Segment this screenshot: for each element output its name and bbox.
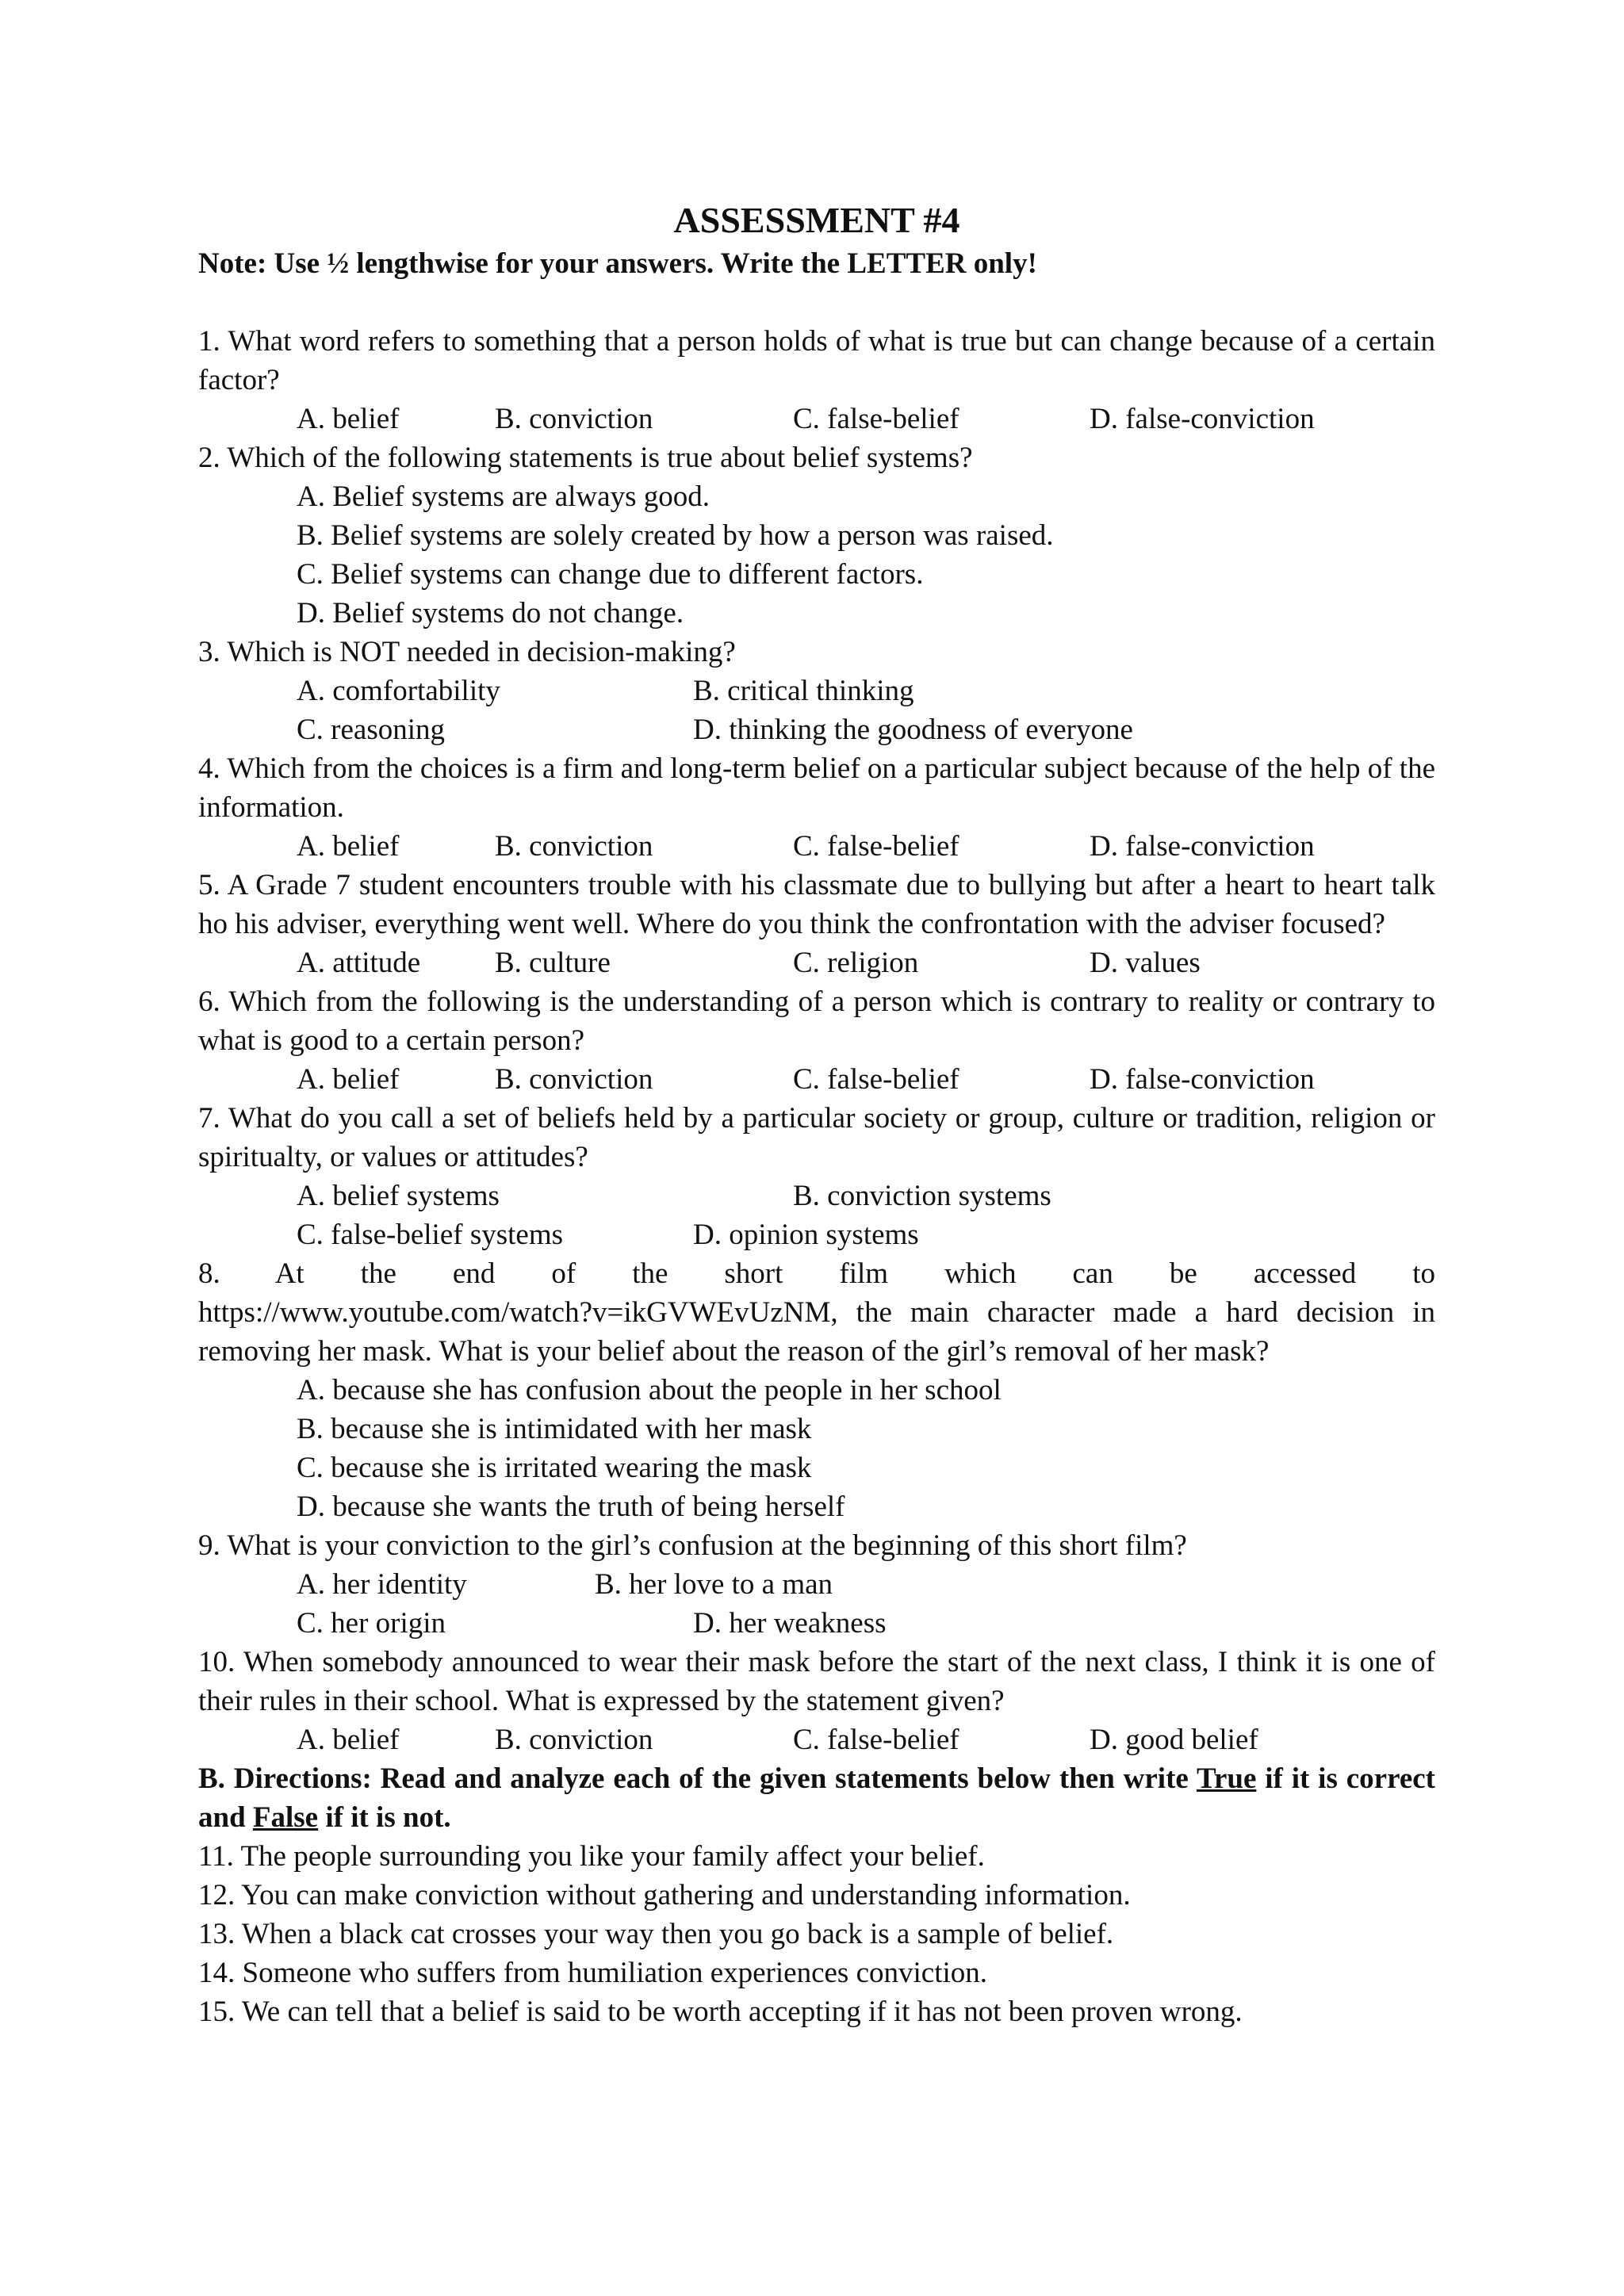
choice-b: B. conviction — [495, 830, 653, 863]
choice-d: D. opinion systems — [693, 1219, 919, 1251]
choice-d: D. false-conviction — [1090, 403, 1315, 435]
choice-c: C. because she is irritated wearing the mask — [297, 1452, 812, 1484]
choices-4 — [198, 827, 1435, 866]
choice-d: D. Belief systems do not change. — [297, 597, 684, 629]
directions-text: if it is correct and — [198, 1762, 1435, 1834]
statement-13: 13. When a black cat crosses your way then you go back is a sample of belief. — [198, 1918, 1114, 1950]
choice-a: A. belief — [297, 830, 400, 863]
question-3: 3. Which is NOT needed in decision-making? — [198, 636, 736, 668]
statement-11: 11. The people surrounding you like your family affect your belief. — [198, 1840, 985, 1873]
choices-6 — [198, 1060, 1435, 1099]
choice-a: A. belief systems — [297, 1180, 500, 1212]
choice-a: A. belief — [297, 403, 400, 435]
choice-b: B. conviction — [495, 1063, 653, 1096]
choice-d: D. false-conviction — [1090, 1063, 1315, 1096]
true-word: True — [1197, 1762, 1257, 1795]
choice-c: C. false-belief — [793, 830, 959, 863]
choice-b: B. conviction systems — [793, 1180, 1051, 1212]
choices-9-row-2 — [198, 1604, 1435, 1643]
choices-3-row-2 — [198, 710, 1435, 749]
question-8-line-1: 8. At the end of the short film which can be accessed to — [198, 1257, 1435, 1290]
choice-b: B. because she is intimidated with her mask — [297, 1413, 812, 1445]
question-10: 10. When somebody announced to wear their mask before the start of the next class, I think it is one of their rules in their school. What is expressed by the statement given? — [198, 1646, 1435, 1717]
choice-c: C. her origin — [297, 1607, 446, 1640]
question-8-rest: https://www.youtube.com/watch?v=ikGVWEvUzNM, the main character made a hard decision in removing her mask. What is your belief about the reason of the girl’s removal of her mask? — [198, 1296, 1435, 1368]
choice-d: D. values — [1090, 947, 1201, 979]
choice-c: C. Belief systems can change due to different factors. — [297, 558, 924, 591]
choice-a: A. Belief systems are always good. — [297, 480, 710, 513]
instruction-note: Note: Use ½ lengthwise for your answers. Write the LETTER only! — [198, 247, 1037, 280]
choice-b: B. conviction — [495, 1724, 653, 1756]
choices-5 — [198, 943, 1435, 982]
question-5: 5. A Grade 7 student encounters trouble with his classmate due to bullying but after a heart to heart talk ho his adviser, everything went well. Where do you think the confrontation with the adviser focused? — [198, 869, 1435, 940]
choices-10 — [198, 1720, 1435, 1759]
question-1: 1. What word refers to something that a person holds of what is true but can change because of a certain factor? — [198, 325, 1435, 396]
assessment-page — [198, 197, 1435, 2031]
choices-7-row-2 — [198, 1215, 1435, 1254]
choice-c: C. reasoning — [297, 714, 446, 746]
choice-a: A. belief — [297, 1063, 400, 1096]
choice-c: C. religion — [793, 947, 919, 979]
false-word: False — [252, 1801, 319, 1834]
choice-a: A. belief — [297, 1724, 400, 1756]
choice-d: D. good belief — [1090, 1724, 1258, 1756]
choice-c: C. false-belief — [793, 1724, 959, 1756]
choice-b: B. Belief systems are solely created by how a person was raised. — [297, 519, 1054, 552]
choice-c: C. false-belief — [793, 403, 959, 435]
choice-a: A. attitude — [297, 947, 421, 979]
choice-b: B. conviction — [495, 403, 653, 435]
choice-a: A. comfortability — [297, 675, 500, 707]
choices-7-row-1 — [198, 1177, 1435, 1215]
directions-text: if it is not. — [318, 1801, 451, 1834]
choices-3-row-1 — [198, 672, 1435, 710]
choice-d: D. her weakness — [693, 1607, 887, 1640]
choice-c: C. false-belief systems — [297, 1219, 563, 1251]
choice-c: C. false-belief — [793, 1063, 959, 1096]
statement-14: 14. Someone who suffers from humiliation experiences conviction. — [198, 1957, 988, 1989]
statement-12: 12. You can make conviction without gathering and understanding information. — [198, 1879, 1131, 1911]
directions-text: B. Directions: Read and analyze each of the given statements below then write — [198, 1762, 1197, 1795]
choice-d: D. false-conviction — [1090, 830, 1315, 863]
question-6: 6. Which from the following is the understanding of a person which is contrary to reality or contrary to what is good to a certain person? — [198, 985, 1435, 1057]
question-2: 2. Which of the following statements is true about belief systems? — [198, 442, 973, 474]
choice-b: B. her love to a man — [595, 1568, 833, 1601]
choice-b: B. critical thinking — [693, 675, 914, 707]
choice-a: A. her identity — [297, 1568, 467, 1601]
choices-1 — [198, 400, 1435, 438]
spacer — [198, 283, 1435, 322]
choice-d: D. because she wants the truth of being herself — [297, 1490, 845, 1523]
choices-9-row-1 — [198, 1565, 1435, 1604]
question-9: 9. What is your conviction to the girl’s confusion at the beginning of this short film? — [198, 1529, 1187, 1562]
section-b-directions — [198, 1759, 1435, 1837]
choice-b: B. culture — [495, 947, 611, 979]
choice-d: D. thinking the goodness of everyone — [693, 714, 1133, 746]
statement-15: 15. We can tell that a belief is said to be worth accepting if it has not been proven wrong. — [198, 1996, 1243, 2028]
question-7: 7. What do you call a set of beliefs held by a particular society or group, culture or tradition, religion or spiritualty, or values or attitudes? — [198, 1102, 1435, 1173]
question-4: 4. Which from the choices is a firm and long-term belief on a particular subject because of the help of the information. — [198, 752, 1435, 824]
choice-a: A. because she has confusion about the people in her school — [297, 1374, 1002, 1406]
page-title: ASSESSMENT #4 — [673, 200, 960, 240]
